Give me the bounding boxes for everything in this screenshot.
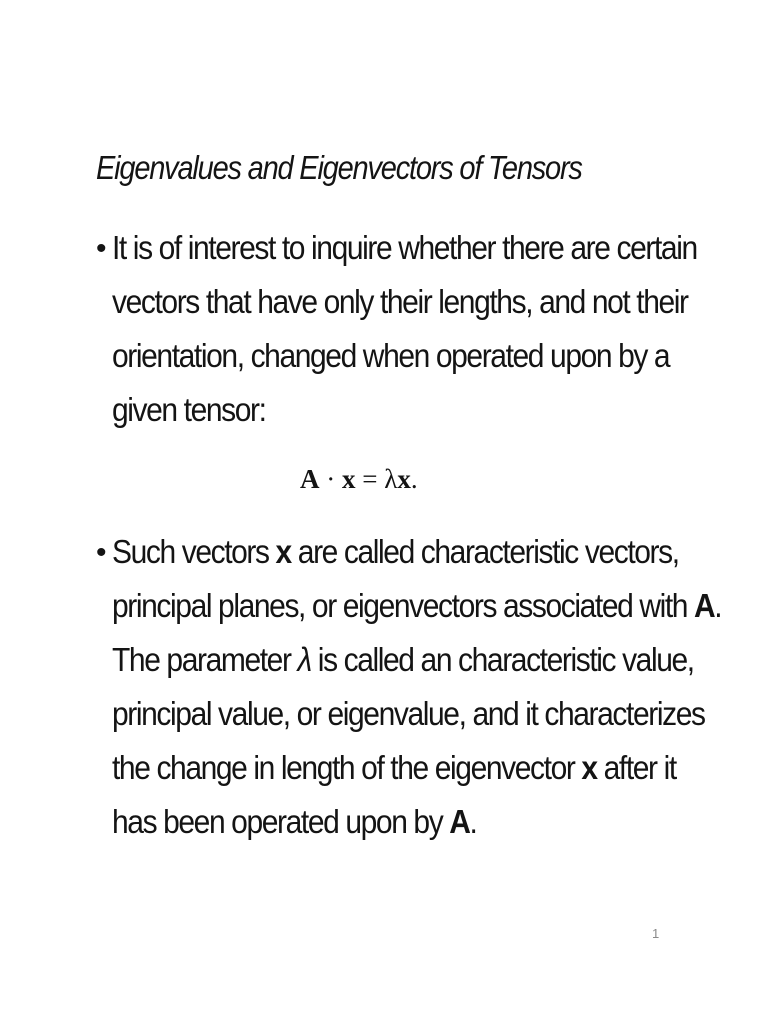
vector-symbol: x [275,533,291,571]
text-line [112,577,721,637]
bullet-marker: • [96,536,107,569]
bullet-marker: • [96,232,107,265]
text-line: given tensor: [112,391,266,429]
text-run: has been operated upon by [112,803,450,841]
slide-title: Eigenvalues and Eigenvectors of Tensors [96,150,582,187]
text-run: is called an characteristic value, [310,641,694,679]
text-line: orientation, changed when operated upon by a [112,337,670,375]
text-line: vectors that have only their lengths, and not their [112,283,688,321]
matrix-symbol: A [694,587,715,625]
vector-symbol: x [581,749,597,787]
matrix-symbol: A [300,464,320,494]
text-line: principal value, or eigenvalue, and it characterizes [112,695,705,733]
text-line [112,631,721,691]
matrix-symbol: A [449,803,470,841]
text-line [112,739,721,799]
text-run: Such vectors [112,533,276,571]
bullet-item-2 [96,526,722,850]
vector-symbol: x [397,464,411,494]
page-number: 1 [652,926,660,941]
bullet-item-1 [96,222,697,438]
vector-symbol: x [342,464,356,494]
text-run: are called characteristic vectors, [290,533,679,571]
text-run: The parameter [112,641,298,679]
text-run: . [714,587,722,625]
bullet-text-2 [112,526,721,850]
text-line [112,523,721,583]
text-run: after it [596,749,676,787]
bullet-text-1 [112,222,697,438]
equals-lambda: = λ [355,464,398,494]
text-run: . [469,803,477,841]
equation-period: . [410,464,418,494]
eigen-equation [300,464,418,495]
text-run: the change in length of the eigenvector [112,749,582,787]
text-line: It is of interest to inquire whether there are certain [112,229,697,267]
text-line [112,793,721,853]
text-run: principal planes, or eigenvectors associated with [112,587,695,625]
dot-operator: · [319,464,342,494]
lambda-symbol: λ [297,641,311,679]
